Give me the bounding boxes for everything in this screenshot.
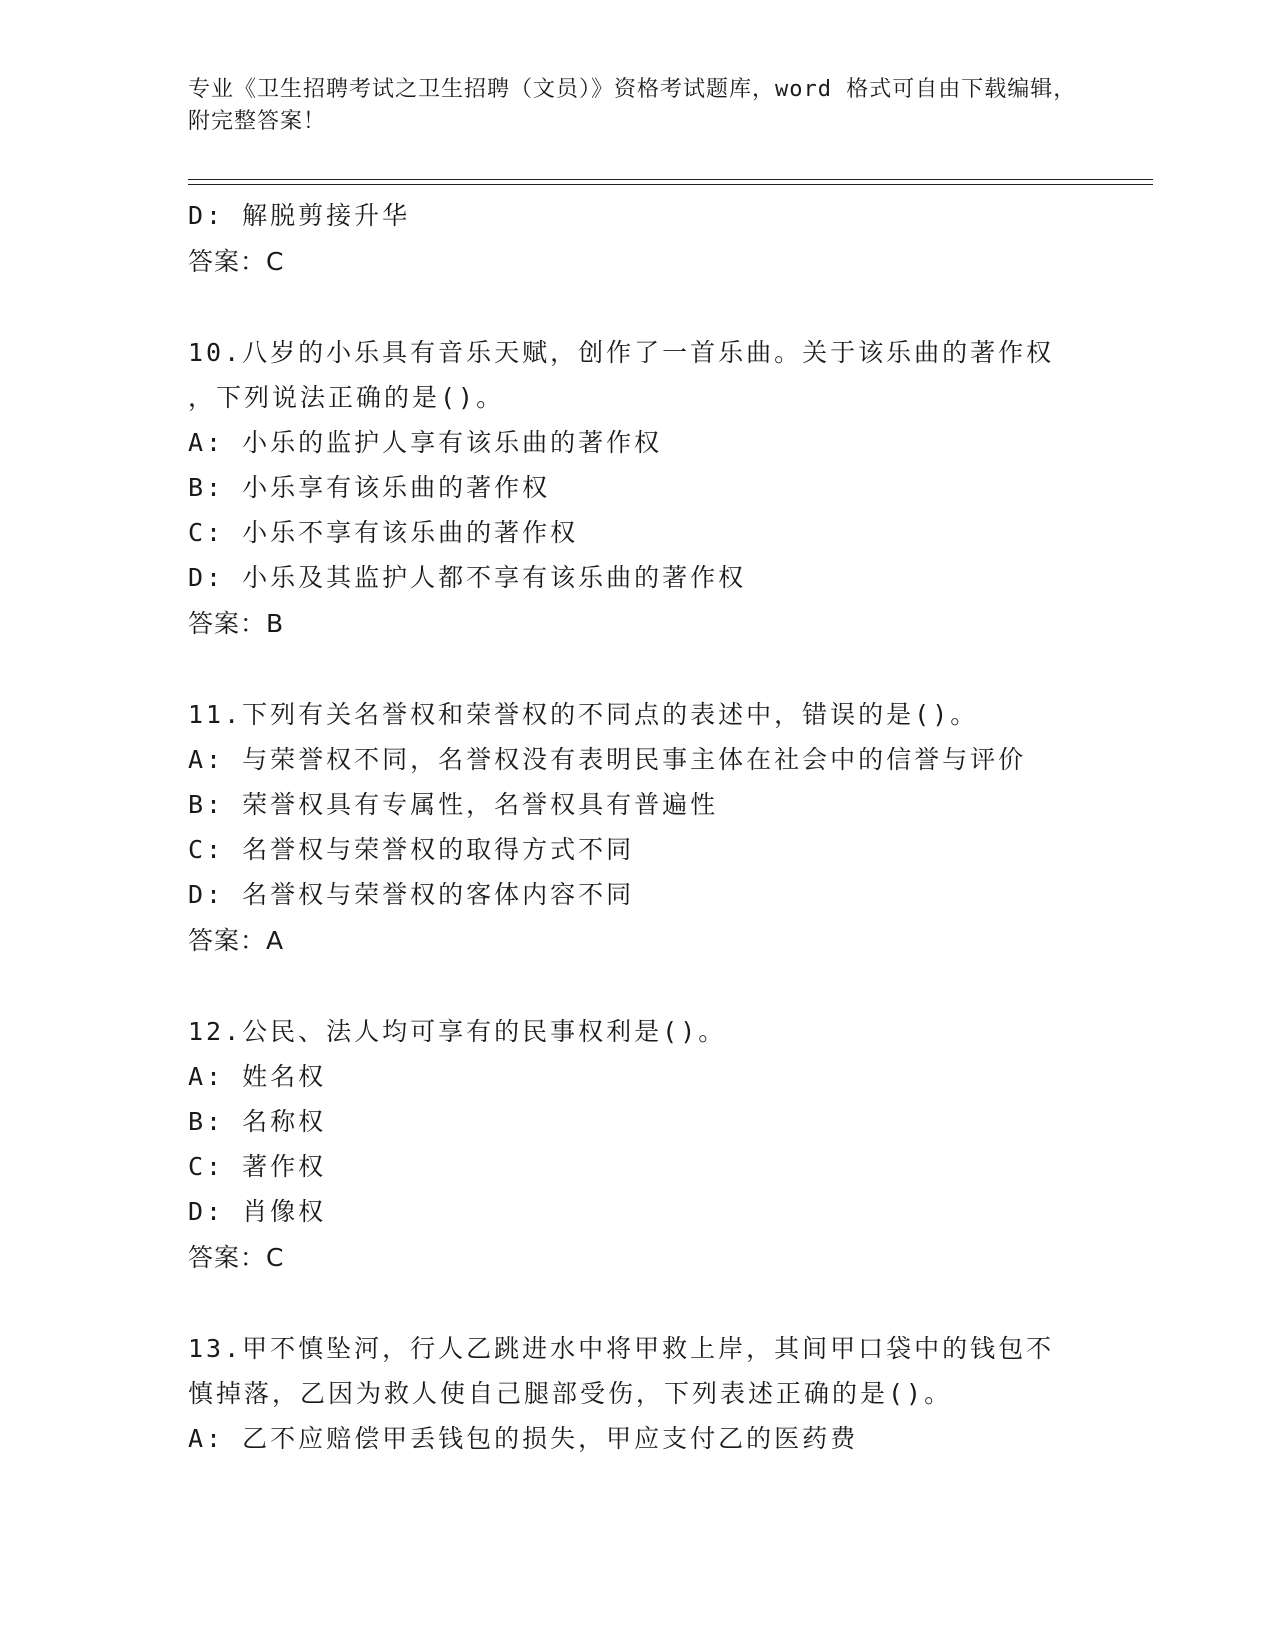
page-header: 专业《卫生招聘考试之卫生招聘（文员）》资格考试题库，word 格式可自由下载编辑，附完整答案！ (188, 77, 1077, 134)
q12-option-b: B: 名称权 (188, 1107, 327, 1136)
q11-stem-line1: 11.下列有关名誉权和荣誉权的不同点的表述中，错误的是()。 (188, 700, 979, 729)
spacer (188, 964, 1088, 1009)
q10-stem-line2: ，下列说法正确的是()。 (188, 383, 505, 412)
q10-answer: 答案：B (188, 609, 285, 638)
q11-option-a: A: 与荣誉权不同，名誉权没有表明民事主体在社会中的信誉与评价 (188, 745, 1027, 774)
spacer (188, 285, 1088, 330)
q10-option-c: C: 小乐不享有该乐曲的著作权 (188, 518, 579, 547)
q13-option-a: A: 乙不应赔偿甲丢钱包的损失，甲应支付乙的医药费 (188, 1424, 859, 1453)
q10-option-a: A: 小乐的监护人享有该乐曲的著作权 (188, 428, 663, 457)
q12-option-c: C: 著作权 (188, 1152, 327, 1181)
q10-stem-line1: 10.八岁的小乐具有音乐天赋，创作了一首乐曲。关于该乐曲的著作权 (188, 338, 1055, 367)
q12-stem-line1: 12.公民、法人均可享有的民事权利是()。 (188, 1017, 727, 1046)
q11-option-d: D: 名誉权与荣誉权的客体内容不同 (188, 880, 635, 909)
q12-option-d: D: 肖像权 (188, 1197, 327, 1226)
q11-option-c: C: 名誉权与荣誉权的取得方式不同 (188, 835, 635, 864)
q12-option-a: A: 姓名权 (188, 1062, 327, 1091)
q10-option-d: D: 小乐及其监护人都不享有该乐曲的著作权 (188, 563, 747, 592)
q9-answer: 答案：C (188, 247, 285, 276)
q11-answer: 答案：A (188, 926, 285, 955)
header-rule-bottom (188, 184, 1153, 185)
header-rule-top (188, 179, 1153, 180)
spacer (188, 647, 1088, 692)
q12-answer: 答案：C (188, 1243, 285, 1272)
q10-option-b: B: 小乐享有该乐曲的著作权 (188, 473, 551, 502)
q13-stem-line1: 13.甲不慎坠河，行人乙跳进水中将甲救上岸，其间甲口袋中的钱包不 (188, 1334, 1055, 1363)
q13-stem-line2: 慎掉落，乙因为救人使自己腿部受伤，下列表述正确的是()。 (188, 1379, 953, 1408)
question-content (188, 193, 1088, 1461)
q9-option-d: D: 解脱剪接升华 (188, 201, 411, 230)
q11-option-b: B: 荣誉权具有专属性，名誉权具有普遍性 (188, 790, 719, 819)
spacer (188, 1281, 1088, 1326)
